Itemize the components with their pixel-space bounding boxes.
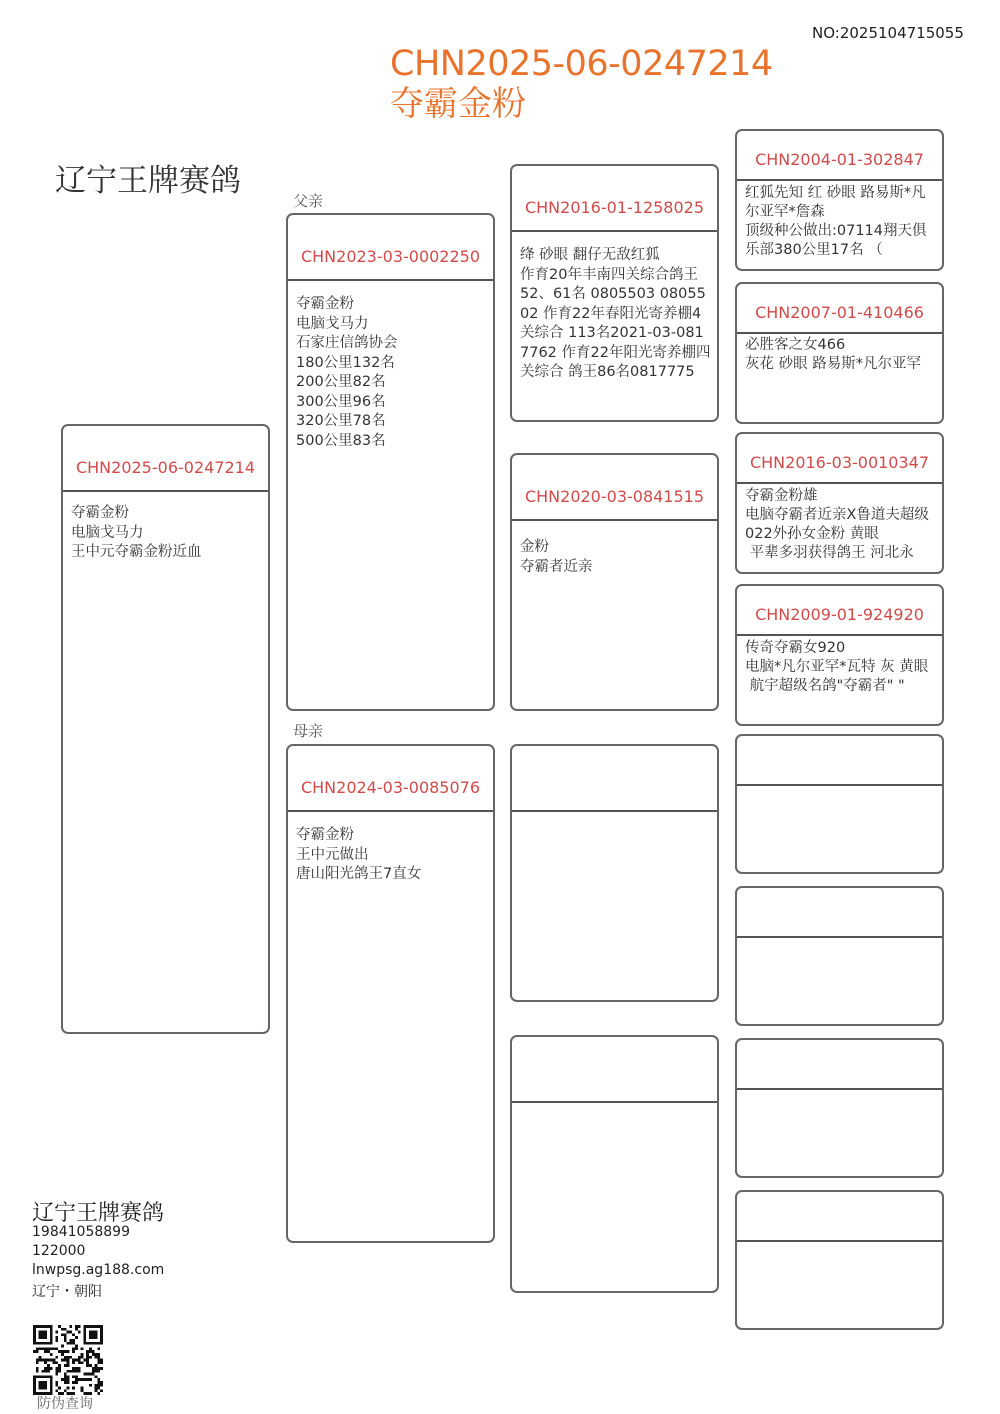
gen3-card-1	[735, 129, 944, 271]
main-pigeon-name: 夺霸金粉	[390, 84, 526, 124]
gen3-ring-4: CHN2009-01-924920	[737, 586, 942, 636]
gen3-card-7	[735, 1038, 944, 1178]
dam-notes: 夺霸金粉 王中元做出 唐山阳光鸽王7直女	[296, 827, 422, 882]
sire-label: 父亲	[293, 192, 324, 210]
gen3-notes-1: 红狐先知 红 砂眼 路易斯*凡尔亚罕*詹森 顶级种公做出:07114翔天俱 乐部380公里17名 （	[745, 185, 927, 258]
gen3-ring-8	[737, 1192, 942, 1242]
dam-label: 母亲	[293, 722, 324, 740]
sire-ring: CHN2023-03-0002250	[288, 215, 493, 281]
sire-sire-card	[510, 164, 719, 422]
gen3-notes-4: 传奇夺霸女920 电脑*凡尔亚罕*瓦特 灰 黄眼 航宇超级名鸽"夺霸者" "	[745, 640, 929, 694]
anti-counterfeit-label: 防伪查询	[37, 1396, 93, 1412]
footer-phone: 19841058899	[32, 1224, 130, 1240]
footer-location: 辽宁・朝阳	[32, 1284, 102, 1300]
gen3-ring-7	[737, 1040, 942, 1090]
footer-postcode: 122000	[32, 1243, 86, 1259]
sire-dam-card	[510, 453, 719, 711]
gen3-notes-3: 夺霸金粉雄 电脑夺霸者近亲X鲁道夫超级022外孙女金粉 黄眼 平辈多羽获得鸽王 河北永	[745, 488, 929, 561]
gen3-card-6	[735, 886, 944, 1026]
gen3-card-4	[735, 584, 944, 726]
subject-ring: CHN2025-06-0247214	[63, 426, 268, 492]
footer-loft-name: 辽宁王牌赛鸽	[32, 1201, 165, 1226]
gen3-ring-1: CHN2004-01-302847	[737, 131, 942, 181]
gen3-card-2	[735, 282, 944, 424]
dam-ring: CHN2024-03-0085076	[288, 746, 493, 812]
subject-notes: 夺霸金粉 电脑戈马力 王中元夺霸金粉近血	[71, 505, 202, 560]
main-ring-number: CHN2025-06-0247214	[390, 44, 773, 84]
loft-title: 辽宁王牌赛鸽	[55, 163, 241, 199]
gen3-card-8	[735, 1190, 944, 1330]
sire-card	[286, 213, 495, 711]
gen3-ring-2: CHN2007-01-410466	[737, 284, 942, 334]
gen3-ring-6	[737, 888, 942, 938]
gen3-notes-2: 必胜客之女466 灰花 砂眼 路易斯*凡尔亚罕	[745, 337, 921, 372]
sire-sire-ring: CHN2016-01-1258025	[512, 166, 717, 232]
sire-sire-notes: 绛 砂眼 翻仔无敌红狐 作育20年丰南四关综合鸽王 52、61名 0805503 0805502 作育22年春阳光寄养棚4关综合 113名2021-03-0817762 作育22年阳光寄养棚四关综合 鸽王86名0817775	[520, 247, 711, 380]
dam-dam-card	[510, 1035, 719, 1293]
gen3-card-3	[735, 432, 944, 574]
footer-website[interactable]: lnwpsg.ag188.com	[32, 1262, 165, 1278]
qr-code-icon[interactable]	[33, 1325, 103, 1395]
sire-notes: 夺霸金粉 电脑戈马力 石家庄信鸽协会 180公里132名 200公里82名 300公里96名 320公里78名 500公里83名	[296, 296, 398, 449]
subject-card	[61, 424, 270, 1034]
sire-dam-ring: CHN2020-03-0841515	[512, 455, 717, 521]
gen3-ring-5	[737, 736, 942, 786]
gen3-ring-3: CHN2016-03-0010347	[737, 434, 942, 484]
dam-card	[286, 744, 495, 1243]
certificate-number: NO:2025104715055	[812, 24, 964, 42]
dam-sire-card	[510, 744, 719, 1002]
dam-dam-ring	[512, 1037, 717, 1103]
dam-sire-ring	[512, 746, 717, 812]
gen3-card-5	[735, 734, 944, 874]
sire-dam-notes: 金粉 夺霸者近亲	[520, 539, 593, 575]
